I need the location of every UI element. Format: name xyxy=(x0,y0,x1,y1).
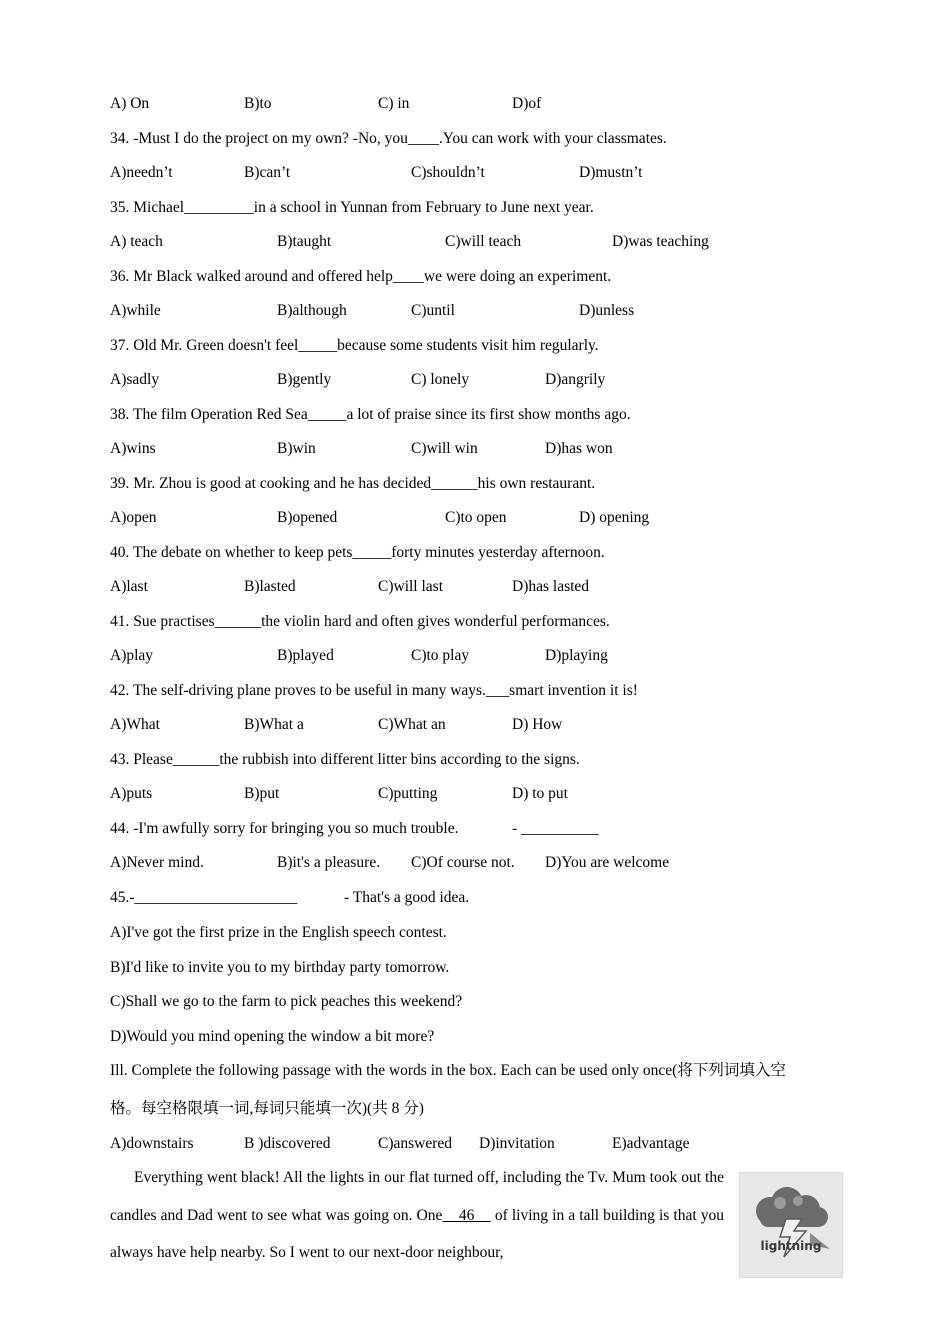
q41-option-b: B)played xyxy=(277,647,334,664)
q45-option-c: C)Shall we go to the farm to pick peaches this weekend? xyxy=(110,993,463,1010)
q44-option-b: B)it's a pleasure. xyxy=(277,854,381,871)
q37-stem: 37. Old Mr. Green doesn't feel_____because some students visit him regularly. xyxy=(110,337,599,354)
q38-option-b: B)win xyxy=(277,440,316,457)
q40-stem: 40. The debate on whether to keep pets_____forty minutes yesterday afternoon. xyxy=(110,544,605,561)
q37-option-a: A)sadly xyxy=(110,371,160,388)
q33-option-a: A) On xyxy=(110,95,150,112)
passage-text-part2: of living in a tall building is that you always have help nearby. So I went to our next-door neighbour, xyxy=(110,1206,724,1261)
q42-option-b: B)What a xyxy=(244,716,304,733)
q43-option-c: C)putting xyxy=(378,785,438,802)
q44-stem-reply: - __________ xyxy=(512,820,599,837)
q40-option-c: C)will last xyxy=(378,578,444,595)
q37-option-c: C) lonely xyxy=(411,371,470,388)
q43-option-a: A)puts xyxy=(110,785,153,802)
q35-option-b: B)taught xyxy=(277,233,332,250)
q38-option-c: C)will win xyxy=(411,440,478,457)
q35-option-d: D)was teaching xyxy=(612,233,709,250)
q42-option-a: A)What xyxy=(110,716,160,733)
lightning-image xyxy=(739,1172,843,1278)
blank-46: 46 xyxy=(442,1206,491,1224)
q44-option-c: C)Of course not. xyxy=(411,854,515,871)
q38-option-d: D)has won xyxy=(545,440,613,457)
q33-option-d: D)of xyxy=(512,95,542,112)
q36-option-d: D)unless xyxy=(579,302,635,319)
q45-option-a: A)I've got the first prize in the English speech contest. xyxy=(110,924,447,941)
word-box-e: E)advantage xyxy=(612,1135,690,1152)
q37-option-d: D)angrily xyxy=(545,371,606,388)
q38-option-a: A)wins xyxy=(110,440,156,457)
passage-paragraph xyxy=(110,1159,724,1272)
q39-option-c: C)to open xyxy=(445,509,507,526)
q36-option-c: C)until xyxy=(411,302,455,319)
q34-stem: 34. -Must I do the project on my own? -No, you____.You can work with your classmates. xyxy=(110,130,667,147)
q39-option-a: A)open xyxy=(110,509,157,526)
q34-option-c: C)shouldn’t xyxy=(411,164,485,181)
q43-option-d: D) to put xyxy=(512,785,568,802)
q44-option-a: A)Never mind. xyxy=(110,854,204,871)
q39-option-d: D) opening xyxy=(579,509,650,526)
lightning-label: lightning xyxy=(760,1239,822,1253)
q35-stem: 35. Michael_________in a school in Yunnan from February to June next year. xyxy=(110,199,594,216)
q42-stem: 42. The self-driving plane proves to be useful in many ways.___smart invention it is! xyxy=(110,682,638,699)
q43-stem: 43. Please______the rubbish into different litter bins according to the signs. xyxy=(110,751,580,768)
word-box-c: C)answered xyxy=(378,1135,453,1152)
q42-option-c: C)What an xyxy=(378,716,446,733)
q33-option-c: C) in xyxy=(378,95,410,112)
q39-stem: 39. Mr. Zhou is good at cooking and he has decided______his own restaurant. xyxy=(110,475,596,492)
q39-option-b: B)opened xyxy=(277,509,338,526)
q35-option-a: A) teach xyxy=(110,233,163,250)
word-box-b: B )discovered xyxy=(244,1135,331,1152)
q40-option-d: D)has lasted xyxy=(512,578,590,595)
q45-option-d: D)Would you mind opening the window a bit more? xyxy=(110,1028,435,1045)
q45-option-b: B)I'd like to invite you to my birthday party tomorrow. xyxy=(110,959,450,976)
q41-stem: 41. Sue practises______the violin hard and often gives wonderful performances. xyxy=(110,613,610,630)
q37-option-b: B)gently xyxy=(277,371,332,388)
q45-stem-reply: - That's a good idea. xyxy=(344,889,470,906)
section3-title-line1: Ill. Complete the following passage with the words in the box. Each can be used only once(将下列词填入空 xyxy=(110,1062,786,1079)
q44-stem: 44. -I'm awfully sorry for bringing you so much trouble. xyxy=(110,820,459,837)
q35-option-c: C)will teach xyxy=(445,233,522,250)
word-box-a: A)downstairs xyxy=(110,1135,194,1152)
q41-option-d: D)playing xyxy=(545,647,608,664)
q34-option-b: B)can’t xyxy=(244,164,291,181)
word-box-d: D)invitation xyxy=(479,1135,555,1152)
q34-option-d: D)mustn’t xyxy=(579,164,643,181)
q36-option-b: B)although xyxy=(277,302,347,319)
q40-option-b: B)lasted xyxy=(244,578,296,595)
q36-stem: 36. Mr Black walked around and offered help____we were doing an experiment. xyxy=(110,268,612,285)
q41-option-c: C)to play xyxy=(411,647,470,664)
lightning-cloud-icon xyxy=(740,1173,842,1277)
q45-stem: 45.-_____________________ xyxy=(110,889,298,906)
q38-stem: 38. The film Operation Red Sea_____a lot of praise since its first show months ago. xyxy=(110,406,631,423)
q34-option-a: A)needn’t xyxy=(110,164,173,181)
section3-title-line2: 格。每空格限填一词,每词只能填一次)(共 8 分) xyxy=(110,1100,424,1117)
passage-text-part1: Everything went black! All the lights in our flat turned off, including the Tv. Mum took out the candles and Dad went to see what was going on. One xyxy=(110,1169,724,1224)
q44-option-d: D)You are welcome xyxy=(545,854,670,871)
q42-option-d: D) How xyxy=(512,716,563,733)
q43-option-b: B)put xyxy=(244,785,280,802)
q40-option-a: A)last xyxy=(110,578,148,595)
q33-option-b: B)to xyxy=(244,95,272,112)
q36-option-a: A)while xyxy=(110,302,161,319)
q41-option-a: A)play xyxy=(110,647,154,664)
